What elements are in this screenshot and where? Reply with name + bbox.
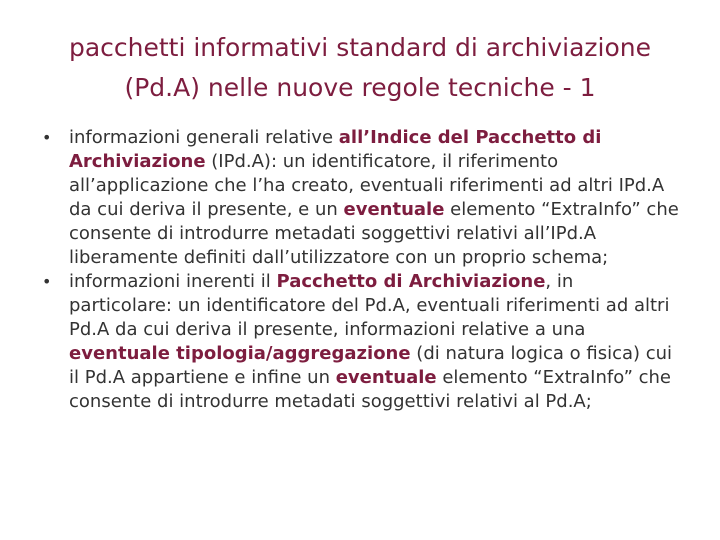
- bullet-1-text-2: (IPd.A): un identificatore, il riferimento all’applicazione che l’ha creato, eventuali riferimenti ad altri IPd.A da cui deriva il presente, e un: [69, 151, 665, 220]
- bullet-1-highlight-1: all’Indice del Pacchetto di Archiviazione: [69, 127, 602, 172]
- bullet-2-text-4: elemento “ExtraInfo” che consente di introdurre metadati soggettivi relativi al Pd.A;: [69, 367, 671, 412]
- bullet-2-text-2: , in particolare: un identificatore del Pd.A, eventuali riferimenti ad altri Pd.A da cui deriva il presente, informazioni relative a una: [69, 271, 670, 340]
- bullet-2-highlight-1: Pacchetto di Archiviazione: [276, 271, 546, 292]
- bullet-item-2: [42, 270, 680, 414]
- slide-title-line-1: pacchetti informativi standard di archiviazione: [68, 33, 652, 62]
- bullet-icon: •: [42, 128, 52, 147]
- bullet-2-highlight-3: eventuale: [335, 367, 437, 388]
- bullet-2-text-3: (di natura logica o fisica) cui il Pd.A appartiene e infine un: [69, 343, 673, 388]
- bullet-1-highlight-2: eventuale: [343, 199, 445, 220]
- bullet-icon: •: [42, 272, 52, 291]
- bullet-item-1: [42, 126, 680, 270]
- bullet-2-text-1: informazioni inerenti il: [69, 271, 277, 292]
- slide-body: [42, 126, 680, 414]
- bullet-1-text-3: elemento “ExtraInfo” che consente di introdurre metadati soggettivi relativi all’IPd.A liberamente definiti dall’utilizzatore con un proprio schema;: [69, 199, 679, 268]
- bullet-2-highlight-2: eventuale tipologia/aggregazione: [69, 343, 411, 364]
- bullet-1-text-1: informazioni generali relative: [69, 127, 339, 148]
- slide-title: [40, 28, 680, 108]
- slide-title-line-2: (Pd.A) nelle nuove regole tecniche - 1: [124, 73, 596, 102]
